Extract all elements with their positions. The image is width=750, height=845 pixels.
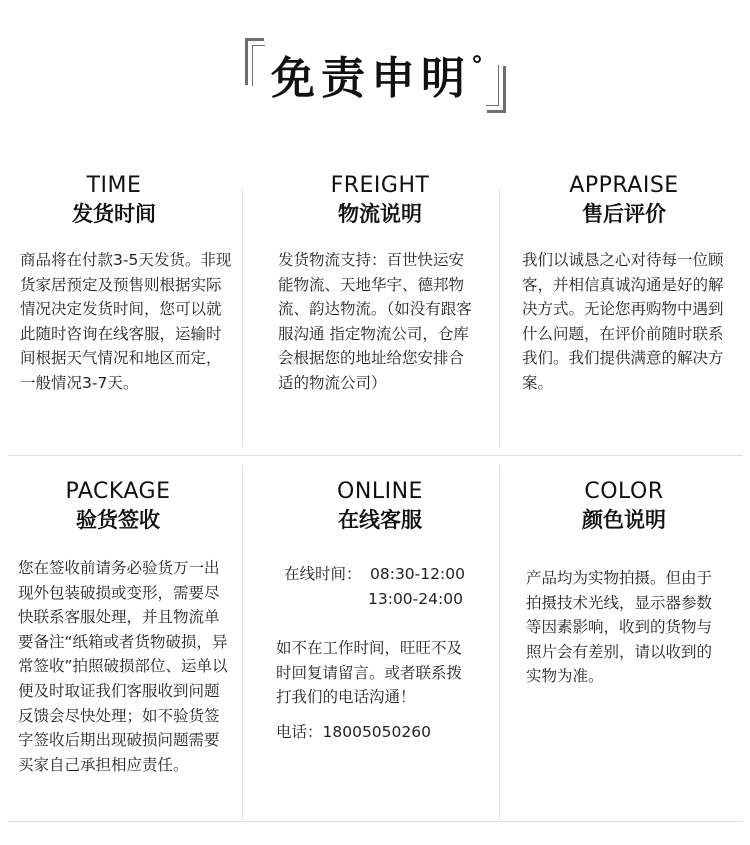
section-heading-en: COLOR [584,479,664,504]
section-text: 发货物流支持：百世快运安能物流、天地华宇、德邦物流、韵达物流。（如没有跟客服沟通 指定物流公司，仓库会根据您的地址给您安排合适的物流公司） [278,251,472,392]
online-hours-morning: 08:30-12:00 [370,565,465,583]
online-note: 如不在工作时间，旺旺不及时回复请留言。或者联系拨打我们的电话沟通！ [276,639,463,707]
section-text: 商品将在付款3-5天发货。非现货家居预定及预售则根据实际情况决定发货时间，您可以就此随时咨询在线客服，运输时间根据天气情况和地区而定，一般情况3-7天。 [20,251,232,392]
section-heading-cn: 售后评价 [582,202,666,226]
section-heading-en: APPRAISE [569,173,679,198]
online-hours-afternoon: 13:00-24:00 [368,590,463,608]
section-heading-en: ONLINE [337,479,423,504]
section-text: 我们以诚恳之心对待每一位顾客，并相信真诚沟通是好的解决方式。无论您再购物中遇到什么问题，在评价前随时联系我们。我们提供满意的解决方案。 [522,251,724,392]
section-heading-en: TIME [86,173,142,198]
title-block [0,28,750,128]
section-heading-cn: 验货签收 [76,508,160,532]
online-hours-label: 在线时间： [284,565,362,583]
divider-vertical [242,188,243,446]
divider-horizontal [8,455,743,456]
section-heading-cn: 颜色说明 [582,508,666,532]
divider-vertical [499,466,500,820]
section-text: 产品均为实物拍摄。但由于拍摄技术光线，显示器参数等因素影响，收到的货物与照片会有差别，请以收到的实物为准。 [526,569,713,686]
section-heading-en: PACKAGE [65,479,171,504]
divider-horizontal [8,821,743,822]
section-heading-cn: 物流说明 [338,202,422,226]
section-heading-en: FREIGHT [330,173,430,198]
page-title: 免责申明° [271,51,483,104]
bracket-right-decoration [487,66,506,113]
section-text: 您在签收前请务必验货万一出现外包装破损或变形，需要尽快联系客服处理，并且物流单要备注“纸箱或者货物破损，异常签收”拍照破损部位、运单以便及时取证我们客服收到问题反馈会尽快处理；如不验货签字签收后期出现破损问题需要买家自己承担相应责任。 [18,559,228,774]
divider-vertical [499,188,500,446]
section-heading-cn: 发货时间 [72,202,156,226]
online-phone: 电话：18005050260 [276,723,431,741]
title-mark: ° [471,51,483,79]
section-heading-cn: 在线客服 [338,508,422,532]
divider-vertical [242,466,243,820]
